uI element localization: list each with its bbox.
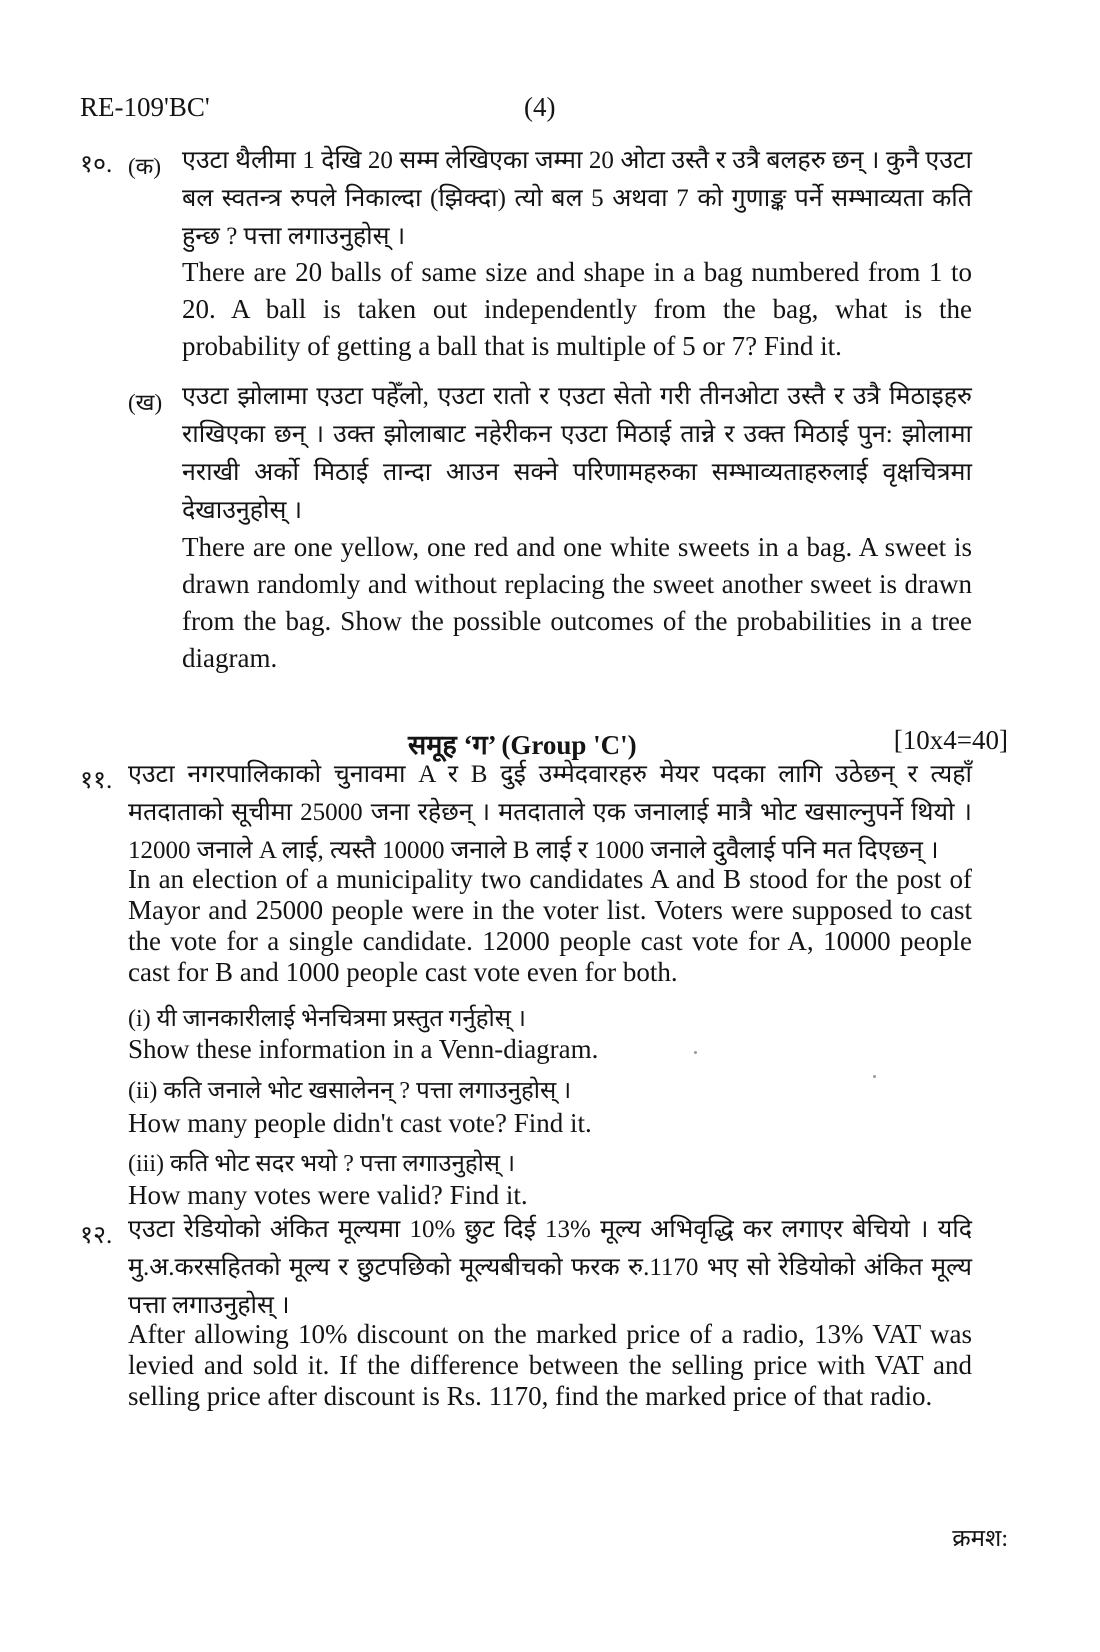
question-10a-english: There are 20 balls of same size and shape in a bag numbered from 1 to 20. A ball is taken out independently from the bag, what is the probability of getting a ball that is multiple of 5 or 7? Find it. xyxy=(182,257,972,361)
question-11-ii-nepali: (ii) कति जनाले भोट खसालेनन् ? पत्ता लगाउनुहोस् । xyxy=(128,1078,572,1104)
question-11-ii-english: How many people didn't cast vote? Find it. xyxy=(128,1108,592,1138)
scan-speck xyxy=(873,1075,876,1078)
question-11-iii-english: How many votes were valid? Find it. xyxy=(128,1180,528,1210)
page-number: (4) xyxy=(524,92,556,122)
question-12-number: १२. xyxy=(80,1222,113,1249)
question-10a-label: (क) xyxy=(128,154,161,179)
question-12-nepali: एउटा रेडियोको अंकित मूल्यमा 10% छुट दिई 13% मूल्य अभिवृद्धि कर लगाएर बेचियो । यदि मु.अ.करसहितको मूल्य र छुटपछिको मूल्यबीचको फरक रु.1170 भए सो रेडियोको अंकित मूल्य पत्ता लगाउनुहोस् । xyxy=(128,1216,972,1319)
question-12-english: After allowing 10% discount on the marked price of a radio, 13% VAT was levied and sold it. If the difference between the selling price with VAT and selling price after discount is Rs. 1170, find the marked price of that radio. xyxy=(128,1319,972,1411)
question-11-nepali: एउटा नगरपालिकाको चुनावमा A र B दुई उम्मेदवारहरु मेयर पदका लागि उठेछन् र त्यहाँ मतदाताको सूचीमा 25000 जना रहेछन् । मतदाताले एक जनालाई मात्रै भोट खसाल्नुपर्ने थियो । 12000 जनाले A लाई, त्यस्तै 10000 जनाले B लाई र 1000 जनाले दुवैलाई पनि मत दिएछन् । xyxy=(128,761,972,864)
question-11-i-nepali: (i) यी जानकारीलाई भेनचित्रमा प्रस्तुत गर्नुहोस् । xyxy=(128,1006,527,1032)
paper-code: RE-109'BC' xyxy=(80,92,210,122)
question-11-iii-nepali: (iii) कति भोट सदर भयो ? पत्ता लगाउनुहोस् । xyxy=(128,1151,516,1177)
question-10a-nepali: एउटा थैलीमा 1 देखि 20 सम्म लेखिएका जम्मा 20 ओटा उस्तै र उत्रै बलहरु छन् । कुनै एउटा बल स्वतन्त्र रुपले निकाल्दा (झिक्दा) त्यो बल 5 अथवा 7 को गुणाङ्क पर्ने सम्भाव्यता कति हुन्छ ? पत्ता लगाउनुहोस् । xyxy=(182,147,972,250)
question-10-number: १०. xyxy=(80,151,113,178)
question-10b-english: There are one yellow, one red and one white sweets in a bag. A sweet is drawn randomly and without replacing the sweet another sweet is drawn from the bag. Show the possible outcomes of the probabilities in a tree diagram. xyxy=(182,532,972,673)
question-11-english: In an election of a municipality two candidates A and B stood for the post of Mayor and 25000 people were in the voter list. Voters were supposed to cast the vote for a single candidate. 12000 people cast vote for A, 10000 people cast for B and 1000 people cast vote even for both. xyxy=(128,864,972,987)
scan-speck xyxy=(694,1051,697,1054)
group-c-marks: [10x4=40] xyxy=(893,725,1008,755)
group-c-title: समूह ‘ग’ (Group 'C') xyxy=(408,730,637,760)
continued-mark: क्रमश: xyxy=(952,1526,1008,1552)
question-10b-label: (ख) xyxy=(128,390,163,415)
question-11-number: ११. xyxy=(80,767,113,794)
question-11-i-english: Show these information in a Venn-diagram. xyxy=(128,1034,599,1064)
question-10b-nepali: एउटा झोलामा एउटा पहेँलो, एउटा रातो र एउटा सेतो गरी तीनओटा उस्तै र उत्रै मिठाइहरु राखिएका छन् । उक्त झोलाबाट नहेरीकन एउटा मिठाई तान्ने र उक्त मिठाई पुन: झोलामा नराखी अर्को मिठाई तान्दा आउन सक्ने परिणामहरुका सम्भाव्यताहरुलाई वृक्षचित्रमा देखाउनुहोस् । xyxy=(182,383,972,524)
